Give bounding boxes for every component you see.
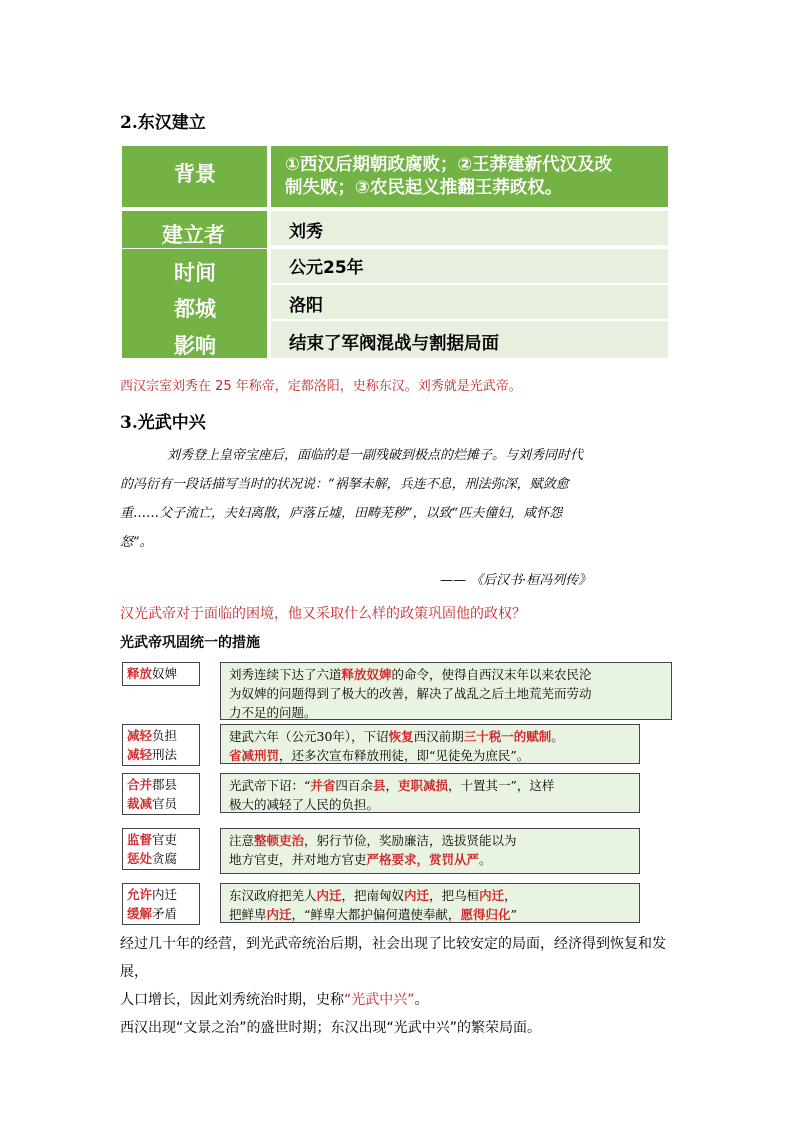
measure-description-line <box>229 727 631 746</box>
measure-description <box>220 828 640 874</box>
table-head: 建立者 <box>122 211 267 248</box>
highlight-text: 内迁 <box>479 888 505 903</box>
description-text: ， <box>385 778 398 793</box>
conclusion-text: 人口增长，因此刘秀统治时期，史称 <box>120 992 344 1008</box>
measure-label <box>122 662 200 686</box>
quote-line: 怒”。 <box>120 535 153 550</box>
table-row-influence <box>122 321 668 358</box>
highlight-text: 并省 <box>310 778 336 793</box>
table-head: 都城 <box>122 285 267 321</box>
measure-description-line <box>229 886 631 905</box>
measure-label-rest: 矛盾 <box>152 906 178 921</box>
measure-label-rest: 郡县 <box>152 777 178 792</box>
quote-block <box>120 441 680 557</box>
highlight-text: 县 <box>372 778 386 793</box>
measure-label-key: 监督 <box>127 832 153 847</box>
quote-line: 的冯衍有一段话描写当时的状况说：“祸拏未解，兵连不息，刑法弥深，赋敛愈 <box>120 477 569 492</box>
measure-label <box>122 828 200 870</box>
measure-description-line <box>229 831 631 850</box>
measure-label-rest: 刑法 <box>152 747 178 762</box>
measure-description <box>220 883 640 923</box>
description-text: ，把南匈奴 <box>341 888 405 903</box>
highlight-text: 内迁 <box>316 888 342 903</box>
measure-description-line <box>229 684 663 703</box>
measure-label-rest: 官员 <box>152 796 178 811</box>
table-value-line: ①西汉后期朝政腐败；②王莽建新代汉及改 <box>285 155 613 175</box>
measure-description-line <box>229 703 663 722</box>
highlight-text: 整顿吏治 <box>254 833 305 848</box>
table-head: 时间 <box>122 249 267 285</box>
table-value: 洛阳 <box>271 285 668 319</box>
conclusion-line <box>120 986 680 1014</box>
description-text: 刘秀连续下达了六道 <box>229 667 342 682</box>
measure-description-line <box>229 905 631 924</box>
description-text: ，十置其一”，这样 <box>447 778 555 793</box>
quote-line: 刘秀登上皇帝宝座后，面临的是一副残破到极点的烂摊子。与刘秀同时代 <box>167 448 584 463</box>
description-text: 西汉前期 <box>413 729 464 744</box>
measure-label <box>122 724 200 766</box>
description-text: ，躬行节俭，奖励廉洁，选拔贤能以为 <box>304 833 517 848</box>
table-row-founder <box>122 211 668 245</box>
description-text: ，把乌桓 <box>429 888 480 903</box>
measure-label-key: 减轻 <box>127 747 153 762</box>
measure-label <box>122 773 200 815</box>
conclusion-text: 。 <box>414 992 429 1008</box>
highlight-text: 内迁 <box>266 907 292 922</box>
description-text: 把鲜卑 <box>229 907 267 922</box>
description-text: 为奴婢的问题得到了极大的改善，解决了战乱之后土地荒芜而劳动 <box>229 686 592 701</box>
measure-label-key: 减轻 <box>127 728 153 743</box>
description-text: 光武帝下诏：“ <box>229 778 311 793</box>
measure-label-key: 释放 <box>127 666 153 681</box>
measure-description <box>220 773 640 813</box>
note-liuxiu: 西汉宗室刘秀在 25 年称帝，定都洛阳，史称东汉。刘秀就是光武帝。 <box>120 379 522 394</box>
description-text: ，还多次宣布释放刑徒，即“见徒免为庶民”。 <box>279 748 530 763</box>
measure-description-line <box>229 850 631 869</box>
measure-description-line <box>229 776 631 795</box>
description-text: 注意 <box>229 833 255 848</box>
highlight-text: 吏职减损 <box>397 778 448 793</box>
description-text: 力不足的问题。 <box>229 705 317 720</box>
highlight-text: 三十税一的赋制 <box>463 729 552 744</box>
table-value <box>271 146 668 207</box>
description-text: 四百余 <box>335 778 373 793</box>
measure-label-rest: 官吏 <box>152 832 178 847</box>
description-text: 建武六年（公元30年），下诏 <box>229 729 389 744</box>
table-row-background <box>122 146 668 207</box>
table-head: 影响 <box>122 321 267 358</box>
table-value: 刘秀 <box>271 211 668 245</box>
conclusion-highlight: “光武中兴” <box>344 992 415 1008</box>
measure-description <box>220 662 672 720</box>
description-text: ” <box>510 907 517 922</box>
table-head: 背景 <box>122 146 267 207</box>
description-text: 并对地方官吏 <box>291 852 367 867</box>
description-text: 地方官吏， <box>229 852 292 867</box>
highlight-text: 恢复 <box>388 729 414 744</box>
measures-title: 光武帝巩固统一的措施 <box>120 635 260 651</box>
description-text: 东汉政府把羌人 <box>229 888 317 903</box>
quote-source: —— 《后汉书·桓冯列传》 <box>440 573 592 588</box>
measure-description-line <box>229 795 631 814</box>
section-2-title: 2.东汉建立 <box>120 113 206 133</box>
establishment-table <box>122 146 668 358</box>
measure-description-line <box>229 665 663 684</box>
measure-label-rest: 内迁 <box>152 887 178 902</box>
highlight-text: 释放奴婢 <box>341 667 392 682</box>
conclusion-line: 西汉出现“文景之治”的盛世时期；东汉出现“光武中兴”的繁荣局面。 <box>120 1020 542 1036</box>
description-text: 。 <box>479 852 492 867</box>
description-text: 的命令，使得自西汉末年以来农民沦 <box>391 667 592 682</box>
measure-label-key: 缓解 <box>127 906 153 921</box>
section-3-title: 3.光武中兴 <box>120 413 206 433</box>
description-text: 。 <box>551 729 564 744</box>
table-row-time <box>122 249 668 283</box>
measure-description-line <box>229 746 631 765</box>
measure-label-rest: 贪腐 <box>152 851 178 866</box>
measure-label-key: 裁减 <box>127 796 153 811</box>
measure-label-key: 惩处 <box>127 851 153 866</box>
table-value: 结束了军阀混战与割据局面 <box>271 321 668 358</box>
conclusion-line: 经过几十年的经营，到光武帝统治后期，社会出现了比较安定的局面，经济得到恢复和发展， <box>120 936 666 980</box>
question: 汉光武帝对于面临的困境，他又采取什么样的政策巩固他的政权？ <box>120 606 526 622</box>
measure-label <box>122 883 200 925</box>
description-text: ，“鲜卑大都护偏何遣使奉献， <box>291 907 461 922</box>
description-text: 极大的减轻了人民的负担。 <box>229 797 380 812</box>
table-value-line: 制失败；③农民起义推翻王莽政权。 <box>285 178 563 198</box>
highlight-text: 愿得归化 <box>460 907 511 922</box>
quote-line: 重……父子流亡，夫妇离散，庐落丘墟，田畴芜秽”，以致“匹夫僮妇，咸怀怨 <box>120 506 563 521</box>
highlight-text: 严格要求，赏罚从严 <box>366 852 480 867</box>
measure-label-rest: 奴婢 <box>152 666 178 681</box>
conclusion <box>120 930 680 1042</box>
description-text: ， <box>504 888 517 903</box>
measure-label-rest: 负担 <box>152 728 178 743</box>
table-value: 公元25年 <box>271 249 668 283</box>
table-row-capital <box>122 285 668 319</box>
measure-description <box>220 724 640 764</box>
highlight-text: 省减刑罚 <box>229 748 280 763</box>
highlight-text: 内迁 <box>404 888 430 903</box>
measure-label-key: 合并 <box>127 777 153 792</box>
measure-label-key: 允许 <box>127 887 153 902</box>
